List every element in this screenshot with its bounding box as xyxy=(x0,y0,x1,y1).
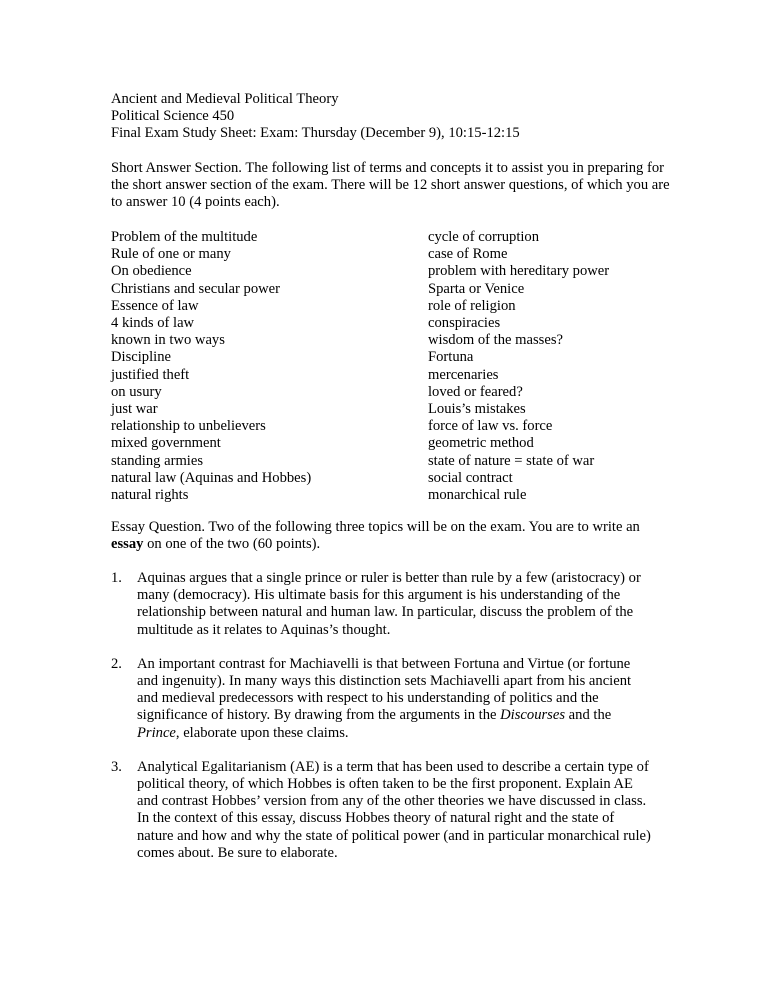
term-item: case of Rome xyxy=(428,246,508,263)
term-item: natural rights xyxy=(111,487,189,504)
essay-intro-text: Essay Question. Two of the following three topics will be on the exam. You are to write an xyxy=(111,519,640,535)
document-header xyxy=(111,91,711,143)
term-item: relationship to unbelievers xyxy=(111,418,266,435)
book-title-prince: Prince xyxy=(137,724,176,741)
essay-question-1 xyxy=(111,570,671,639)
course-title: Ancient and Medieval Political Theory xyxy=(111,91,339,107)
term-item: Problem of the multitude xyxy=(111,229,258,245)
term-item: cycle of corruption xyxy=(428,229,540,245)
term-item: on usury xyxy=(111,383,162,400)
essay-question-3 xyxy=(111,759,671,862)
term-item: social contract xyxy=(428,469,513,486)
term-item: wisdom of the masses? xyxy=(428,332,563,349)
term-item: mercenaries xyxy=(428,366,499,383)
term-item: force of law vs. force xyxy=(428,418,553,435)
term-item: justified theft xyxy=(111,366,190,383)
question-text: Aquinas argues that a single prince or ruler is better than rule by a few (aristocracy) or many (democracy). His ultimate basis for this argument is his understanding of the relationship between natural and human law. In particular, discuss the problem of the multitude as it relates to Aquinas’s thought. xyxy=(137,570,641,638)
question-text xyxy=(137,656,653,742)
term-item: Discipline xyxy=(111,349,171,366)
term-item: Rule of one or many xyxy=(111,246,231,263)
term-item: On obedience xyxy=(111,263,192,280)
term-item: Christians and secular power xyxy=(111,280,280,297)
question-text-part: and the xyxy=(565,707,612,724)
essay-question-2 xyxy=(111,656,671,742)
term-item: mixed government xyxy=(111,435,221,452)
question-number: 1. xyxy=(111,570,122,586)
term-item: geometric method xyxy=(428,435,534,452)
term-item: standing armies xyxy=(111,452,204,469)
course-number: Political Science 450 xyxy=(111,108,235,125)
term-item: state of nature = state of war xyxy=(428,452,595,469)
term-item: natural law (Aquinas and Hobbes) xyxy=(111,469,312,486)
terms-right-column xyxy=(428,229,708,504)
term-item: loved or feared? xyxy=(428,383,523,400)
term-item: Essence of law xyxy=(111,297,199,314)
term-item: Louis’s mistakes xyxy=(428,401,526,418)
essay-question-list xyxy=(111,570,671,879)
term-item: role of religion xyxy=(428,297,516,314)
essay-emphasis: essay xyxy=(111,536,144,553)
question-text-part: An important contrast for Machiavelli is that between Fortuna and Virtue (or fortune and ingenuity). In many ways this distinction sets Machiavelli apart from his ancient and medieval predecessors with respect to his understanding of politics and the significance of history. By drawing from the arguments in the xyxy=(137,655,632,724)
question-text: Analytical Egalitarianism (AE) is a term that has been used to describe a certain type of political theory, of which Hobbes is often taken to be the first proponent. Explain AE and contrast Hobbes’ version from any of the other theories we have discussed in class. In the context of this essay, discuss Hobbes theory of natural right and the state of nature and how and why the state of political power (and in particular monarchical rule) comes about. Be sure to elaborate. xyxy=(137,758,651,861)
essay-intro xyxy=(111,519,671,553)
terms-left-column xyxy=(111,229,411,504)
term-item: monarchical rule xyxy=(428,487,527,504)
term-item: Fortuna xyxy=(428,349,474,366)
essay-intro-text-end: on one of the two (60 points). xyxy=(143,536,321,553)
question-number: 2. xyxy=(111,655,122,672)
term-item: known in two ways xyxy=(111,332,225,349)
term-item: problem with hereditary power xyxy=(428,263,610,280)
term-item: just war xyxy=(111,401,158,418)
term-item: Sparta or Venice xyxy=(428,280,525,297)
question-number: 3. xyxy=(111,758,122,775)
term-item: conspiracies xyxy=(428,315,501,332)
exam-info: Final Exam Study Sheet: Exam: Thursday (December 9), 10:15-12:15 xyxy=(111,125,520,142)
term-item: 4 kinds of law xyxy=(111,315,195,332)
book-title-discourses: Discourses xyxy=(500,707,566,724)
question-text-part: , elaborate upon these claims. xyxy=(175,724,349,741)
short-answer-intro: Short Answer Section. The following list of terms and concepts it to assist you in preparing for the short answer section of the exam. There will be 12 short answer questions, of which you are to answer 10 (4 points each). xyxy=(111,160,670,211)
